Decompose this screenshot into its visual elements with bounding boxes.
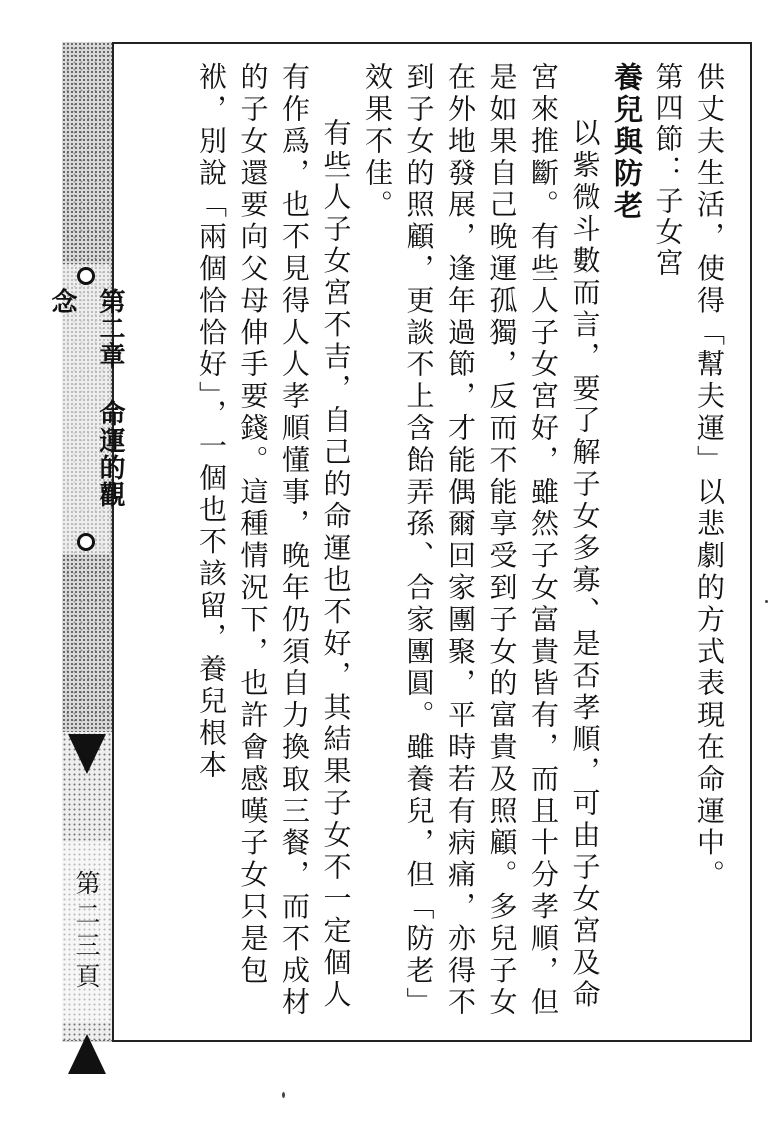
- chapter-bullet-icon: [77, 267, 95, 285]
- scan-speck: [765, 600, 768, 603]
- prev-page-arrow-icon[interactable]: [68, 1034, 106, 1074]
- chapter-bullet-icon: [77, 533, 95, 551]
- scan-speck: [282, 1092, 285, 1098]
- subheading: 養兒與防老: [610, 62, 644, 222]
- continuation-text: 供丈夫生活，使得「幫夫運」以悲劇的方式表現在命運中。: [693, 62, 726, 892]
- chapter-label: [47, 264, 125, 554]
- chapter-title: 第二章 命運的觀念: [47, 287, 125, 508]
- chapter-sidebar: [47, 42, 125, 1042]
- page-number: 第二三頁: [62, 842, 110, 1022]
- paragraph-1: 以紫微斗數而言，要了解子女多寡、是否孝順，可由子女宮及命宮來推斷。有些人子女宮好，雖然子女富貴皆有，而且十分孝順，但是如果自己晚運孤獨，反而不能享受到子女的富貴及照顧。多兒子女在外地發展，逢年過節，才能偶爾回家團聚，平時若有病痛，亦得不到子女的照顧，更談不上含飴弄孫、合家團圓。雖養兒，但「防老」效果不佳。: [361, 62, 602, 1019]
- section-title: 第四節：子女宮: [651, 62, 685, 279]
- paragraph-2: 有些人子女宮不吉，自己的命運也不好，其結果子女不一定個人有作爲，也不見得人人孝順懂事，晚年仍須自力換取三餐，而不成材的子女還要向父母伸手要錢。這種情況下，也許會感嘆子女只是包袱，別說「兩個恰恰好」，一個也不該留，養兒根本: [195, 62, 353, 1019]
- next-page-arrow-icon[interactable]: [68, 734, 106, 774]
- main-text: [140, 62, 730, 1032]
